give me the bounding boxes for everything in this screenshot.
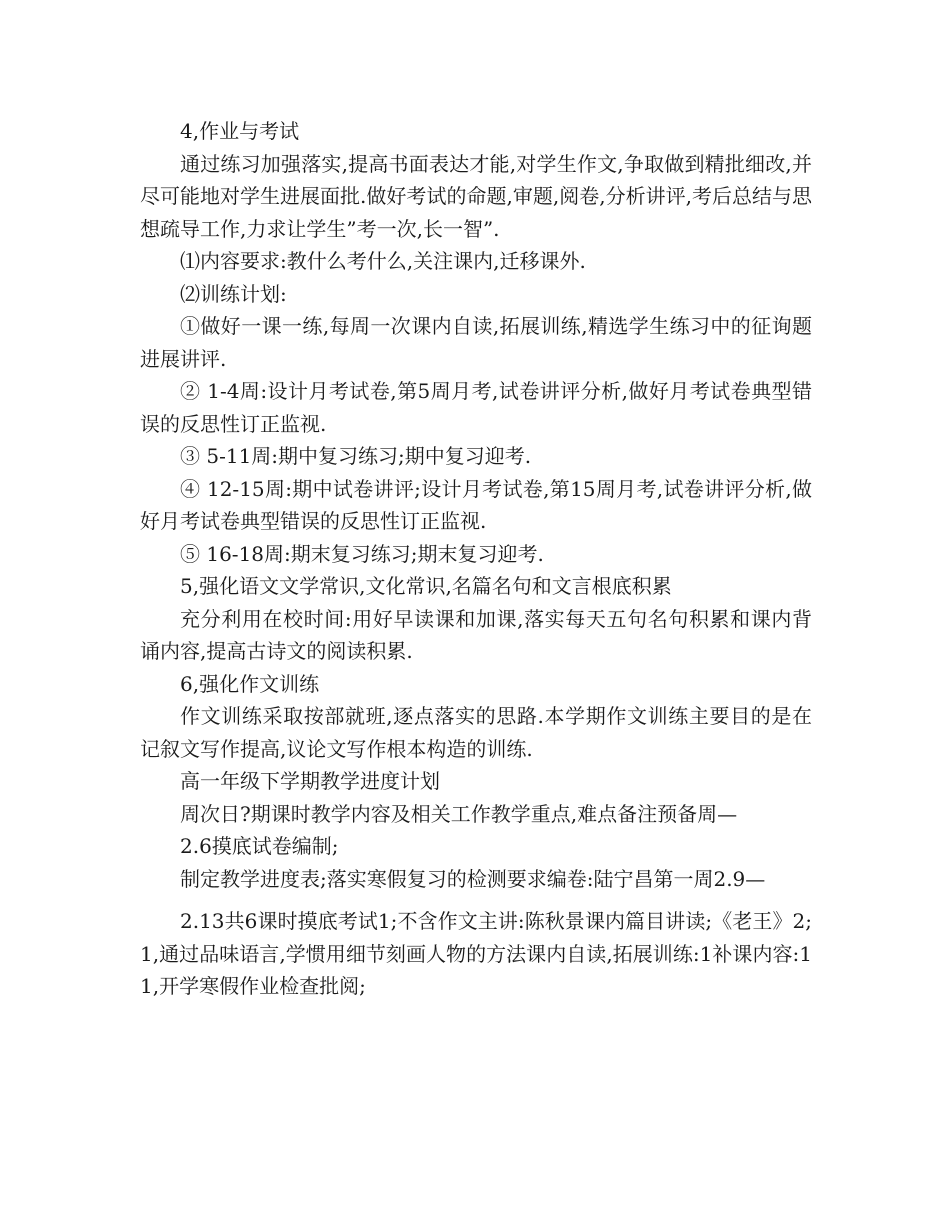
heading-schedule: 高一年级下学期教学进度计划 xyxy=(180,769,440,793)
list-item-5: ⑤ 16-18周:期末复习练习;期末复习迎考. xyxy=(180,541,544,566)
section-heading-homework-exams: 4,作业与考试 xyxy=(180,119,300,143)
paragraph-school-time: 充分利用在校时间:用好早读课和加课,落实每天五句名句积累和课内背诵内容,提高古诗文的阅读积累. xyxy=(140,606,812,663)
paragraph-content-requirements: ⑴内容要求:教什么考什么,关注课内,迁移课外. xyxy=(180,249,586,273)
paragraph-writing-training: 作文训练采取按部就班,逐点落实的思路.本学期作文训练主要目的是在记叙文写作提高,议论文写作根本构造的训练. xyxy=(140,704,812,761)
section-heading-writing-training: 6,强化作文训练 xyxy=(180,671,320,696)
paragraph-training-plan: ⑵训练计划: xyxy=(180,281,287,306)
paragraph-practice: 通过练习加强落实,提高书面表达才能,对学生作文,争取做到精批细改,并尽可能地对学生进展面批.做好考试的命题,审题,阅卷,分析讲评,考后总结与思想疏导工作,力求让学生”考一次,长一智”. xyxy=(140,151,812,241)
paragraph-schedule-header: 周次日?期课时教学内容及相关工作教学重点,难点备注预备周— xyxy=(180,801,738,826)
list-item-3: ③ 5-11周:期中复习练习;期中复习迎考. xyxy=(180,444,532,468)
document-body xyxy=(140,115,812,1003)
list-item-2: ② 1-4周:设计月考试卷,第5周月考,试卷讲评分析,做好月考试卷典型错误的反思性订正监视. xyxy=(140,379,812,436)
paragraph-schedule-row-1: 2.6摸底试卷编制; xyxy=(180,834,339,858)
list-item-4: ④ 12-15周:期中试卷讲评;设计月考试卷,第15周月考,试卷讲评分析,做好月考试卷典型错误的反思性订正监视. xyxy=(140,476,812,533)
list-item-1: ①做好一课一练,每周一次课内自读,拓展训练,精选学生练习中的征询题进展讲评. xyxy=(140,314,812,371)
section-heading-literary-knowledge: 5,强化语文文学常识,文化常识,名篇名句和文言根底积累 xyxy=(180,574,672,598)
paragraph-schedule-row-3: 2.13共6课时摸底考试1;不含作文主讲:陈秋景课内篇目讲读;《老王》2;1,通过品味语言,学惯用细节刻画人物的方法课内自读,拓展训练:1补课内容:11,开学寒假作业检查批阅; xyxy=(140,909,812,998)
paragraph-schedule-row-2: 制定教学进度表;落实寒假复习的检测要求编卷:陆宁昌第一周2.9— xyxy=(180,866,766,891)
